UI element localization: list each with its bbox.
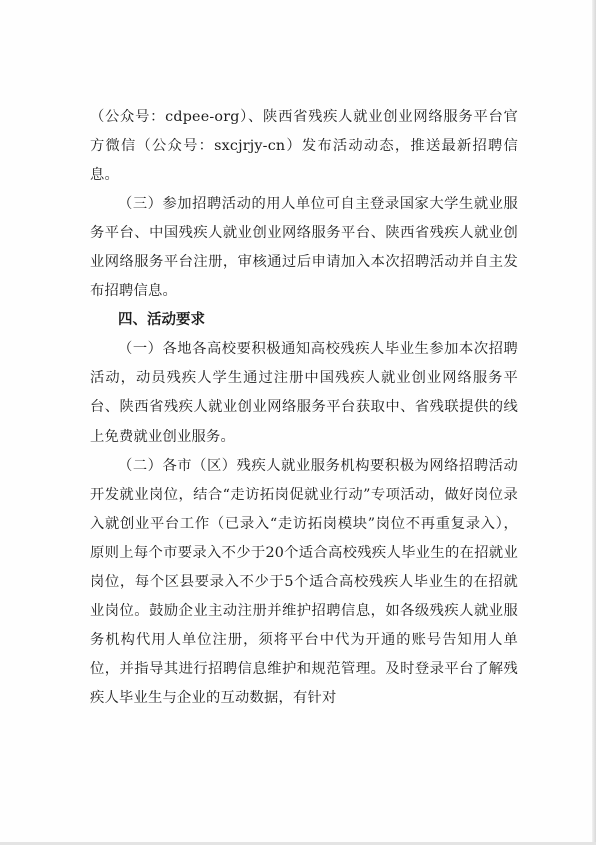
page-edge-shadow <box>592 0 596 845</box>
paragraph-university-notification: （一）各地各高校要积极通知高校残疾人毕业生参加本次招聘活动，动员残疾人学生通过注册中国残疾人就业创业网络服务平台、陕西省残疾人就业创业网络服务平台获取中、省残联提供的线上免费就业创业服务。 <box>90 341 518 445</box>
document-body <box>90 103 518 713</box>
section-heading-activity-requirements: 四、活动要求 <box>118 312 205 329</box>
paragraph-employment-service-agencies: （二）各市（区）残疾人就业服务机构要积极为网络招聘活动开发就业岗位，结合“走访拓岗促就业行动”专项活动，做好岗位录入就创业平台工作（已录入“走访拓岗模块”岗位不再重复录入），原则上每个市要录入不少于20个适合高校残疾人毕业生的在招就业岗位，每个区县要录入不少于5个适合高校残疾人毕业生的在招就业岗位。鼓励企业主动注册并维护招聘信息，如各级残疾人就业服务机构代用人单位注册，须将平台中代为开通的账号告知用人单位，并指导其进行招聘信息维护和规范管理。及时登录平台了解残疾人毕业生与企业的互动数据，有针对 <box>90 457 518 706</box>
paragraph-employer-registration: （三）参加招聘活动的用人单位可自主登录国家大学生就业服务平台、中国残疾人就业创业网络服务平台、陕西省残疾人就业创业网络服务平台注册，审核通过后申请加入本次招聘活动并自主发布招聘信息。 <box>90 196 518 300</box>
paragraph-wechat-continuation: （公众号：cdpee-org）、陕西省残疾人就业创业网络服务平台官方微信（公众号：sxcjrjy-cn）发布活动动态，推送最新招聘信息。 <box>90 109 518 184</box>
